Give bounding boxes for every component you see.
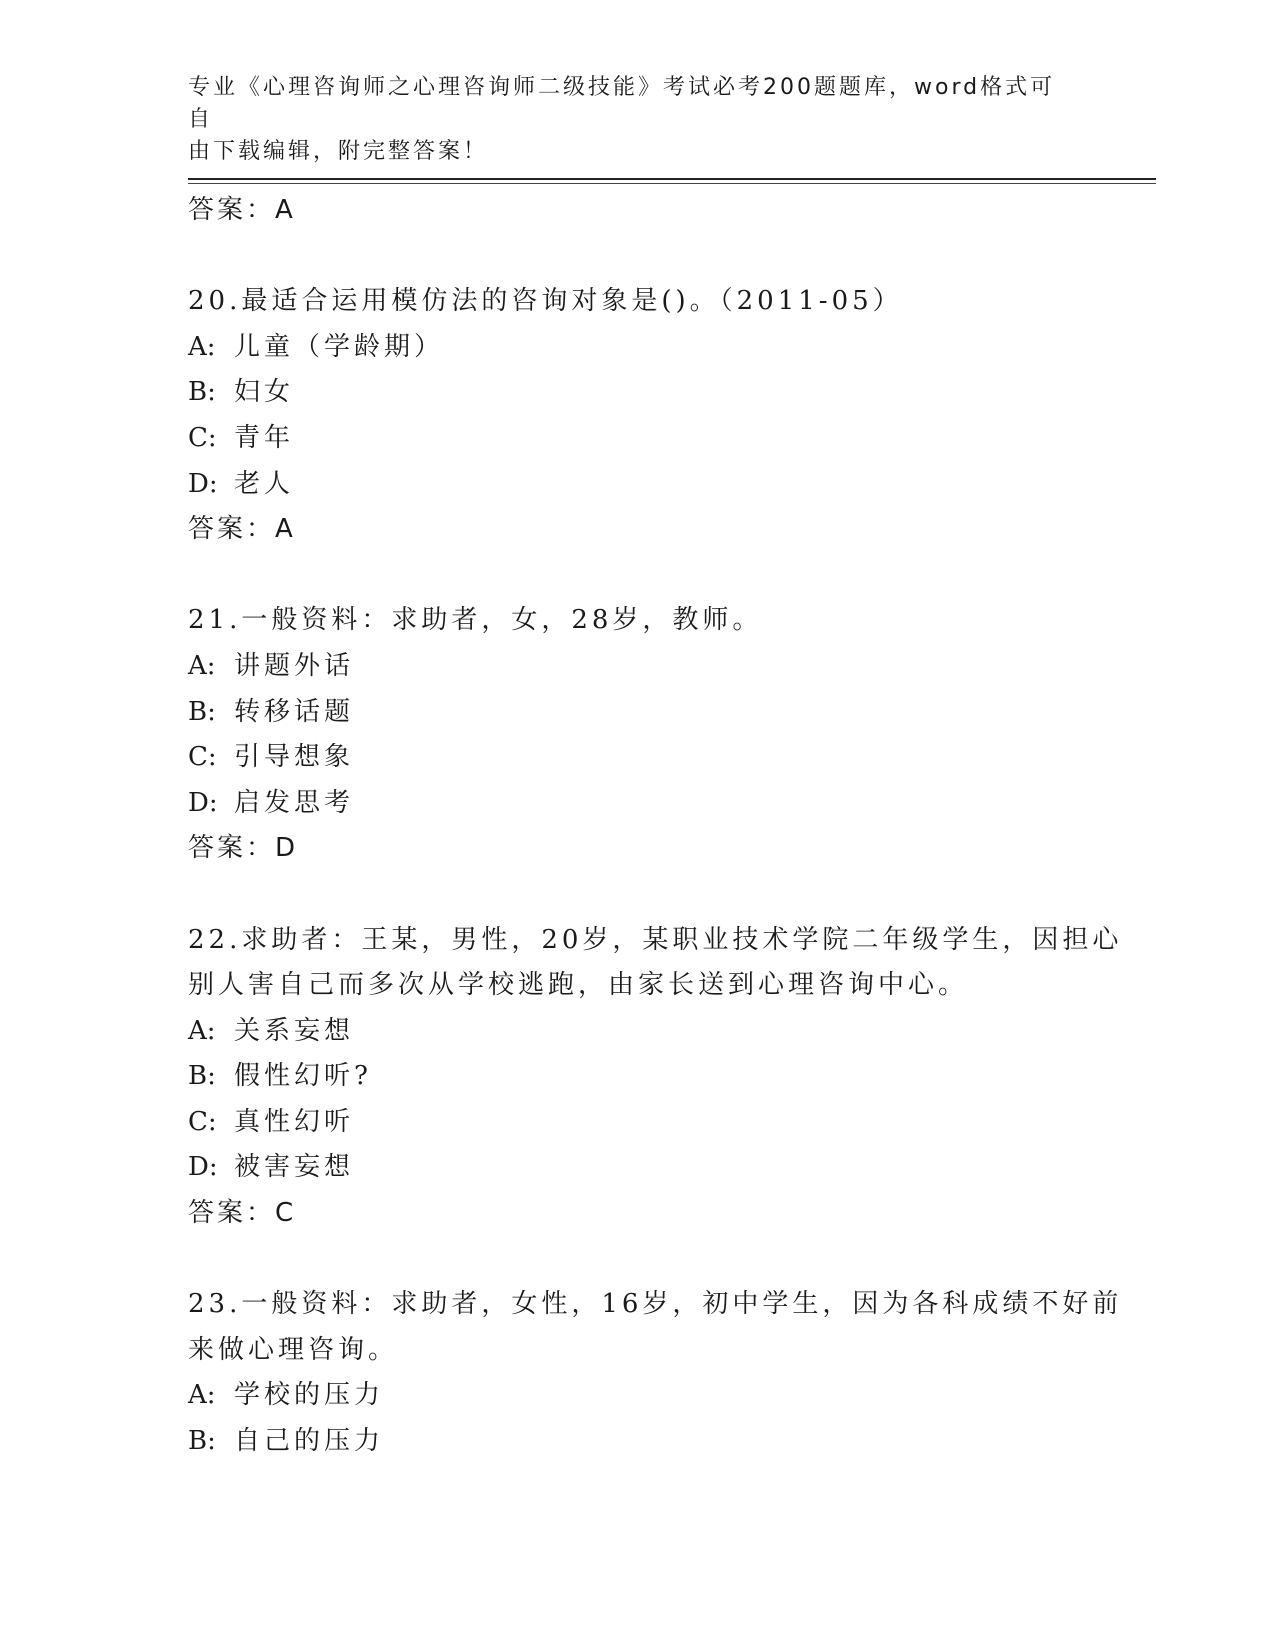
header-divider-thin [188, 183, 1156, 184]
option-a [188, 1373, 1088, 1419]
answer-line [188, 1191, 1088, 1237]
question-block [188, 1282, 1123, 1464]
option-text: 老人 [234, 468, 295, 499]
answer-prefix: 答案： [188, 195, 276, 225]
option-a [188, 644, 1088, 690]
option-c [188, 1100, 1088, 1146]
option-letter: D: [188, 787, 218, 818]
option-c [188, 735, 1088, 781]
option-letter: B: [188, 696, 216, 727]
answer-line [188, 188, 1088, 234]
question-stem: 23.一般资料：求助者，女性，16岁，初中学生，因为各科成绩不好前 [188, 1289, 1123, 1320]
option-text: 儿童（学龄期） [234, 331, 445, 362]
option-letter: D: [188, 468, 218, 499]
answer-prefix: 答案： [188, 1198, 276, 1229]
option-letter: B: [188, 1426, 216, 1457]
option-letter: C: [188, 1106, 217, 1137]
answer-value: D [275, 833, 299, 864]
option-b [188, 370, 1088, 416]
answer-prefix: 答案： [188, 514, 276, 545]
spacer [188, 234, 1088, 280]
option-b [188, 690, 1088, 736]
option-letter: D: [188, 1152, 218, 1183]
option-text: 假性幻听? [234, 1061, 372, 1092]
option-letter: A: [188, 331, 216, 362]
option-a [188, 325, 1088, 371]
page-header [188, 72, 1068, 168]
option-letter: C: [188, 742, 217, 773]
answer-value: A [275, 195, 296, 225]
question-stem: 20.最适合运用模仿法的咨询对象是()。（2011-05） [188, 286, 903, 317]
option-text: 真性幻听 [234, 1106, 355, 1137]
document-body [188, 188, 1123, 1465]
option-d [188, 1145, 1088, 1191]
option-a [188, 1009, 1088, 1055]
option-text: 启发思考 [234, 787, 355, 818]
spacer [188, 1237, 1088, 1283]
option-d [188, 462, 1088, 508]
option-text: 转移话题 [234, 696, 355, 727]
option-letter: C: [188, 422, 217, 453]
answer-line [188, 826, 1088, 872]
option-c [188, 416, 1088, 462]
question-stem: 21.一般资料：求助者，女，28岁，教师。 [188, 605, 763, 636]
option-letter: A: [188, 1015, 216, 1046]
question-stem: 22.求助者：王某，男性，20岁，某职业技术学院二年级学生，因担心 [188, 924, 1123, 955]
answer-value: A [275, 514, 296, 545]
option-b [188, 1419, 1088, 1465]
option-text: 引导想象 [234, 742, 355, 773]
option-text: 学校的压力 [234, 1380, 385, 1411]
option-text: 关系妄想 [234, 1015, 355, 1046]
option-letter: B: [188, 377, 216, 408]
header-divider-thick [188, 178, 1156, 180]
spacer [188, 553, 1088, 599]
option-letter: B: [188, 1061, 216, 1092]
header-line-1: 专业《心理咨询师之心理咨询师二级技能》考试必考200题题库，word格式可自 [188, 75, 1056, 132]
answer-line [188, 507, 1088, 553]
header-line-2: 由下载编辑，附完整答案！ [188, 139, 489, 164]
option-letter: A: [188, 1380, 216, 1411]
option-text: 妇女 [234, 377, 295, 408]
option-b [188, 1054, 1088, 1100]
spacer [188, 872, 1088, 918]
question-block [188, 279, 1088, 553]
option-text: 青年 [234, 422, 295, 453]
question-block [188, 918, 1123, 1237]
question-stem-continued: 别人害自己而多次从学校逃跑，由家长送到心理咨询中心。 [188, 970, 969, 1001]
option-d [188, 781, 1088, 827]
question-stem-continued: 来做心理咨询。 [188, 1334, 399, 1365]
option-text: 自己的压力 [234, 1426, 385, 1457]
option-letter: A: [188, 650, 216, 681]
answer-prefix: 答案： [188, 833, 276, 864]
option-text: 被害妄想 [234, 1152, 355, 1183]
answer-value: C [275, 1198, 297, 1229]
question-block [188, 598, 1088, 872]
option-text: 讲题外话 [234, 650, 355, 681]
